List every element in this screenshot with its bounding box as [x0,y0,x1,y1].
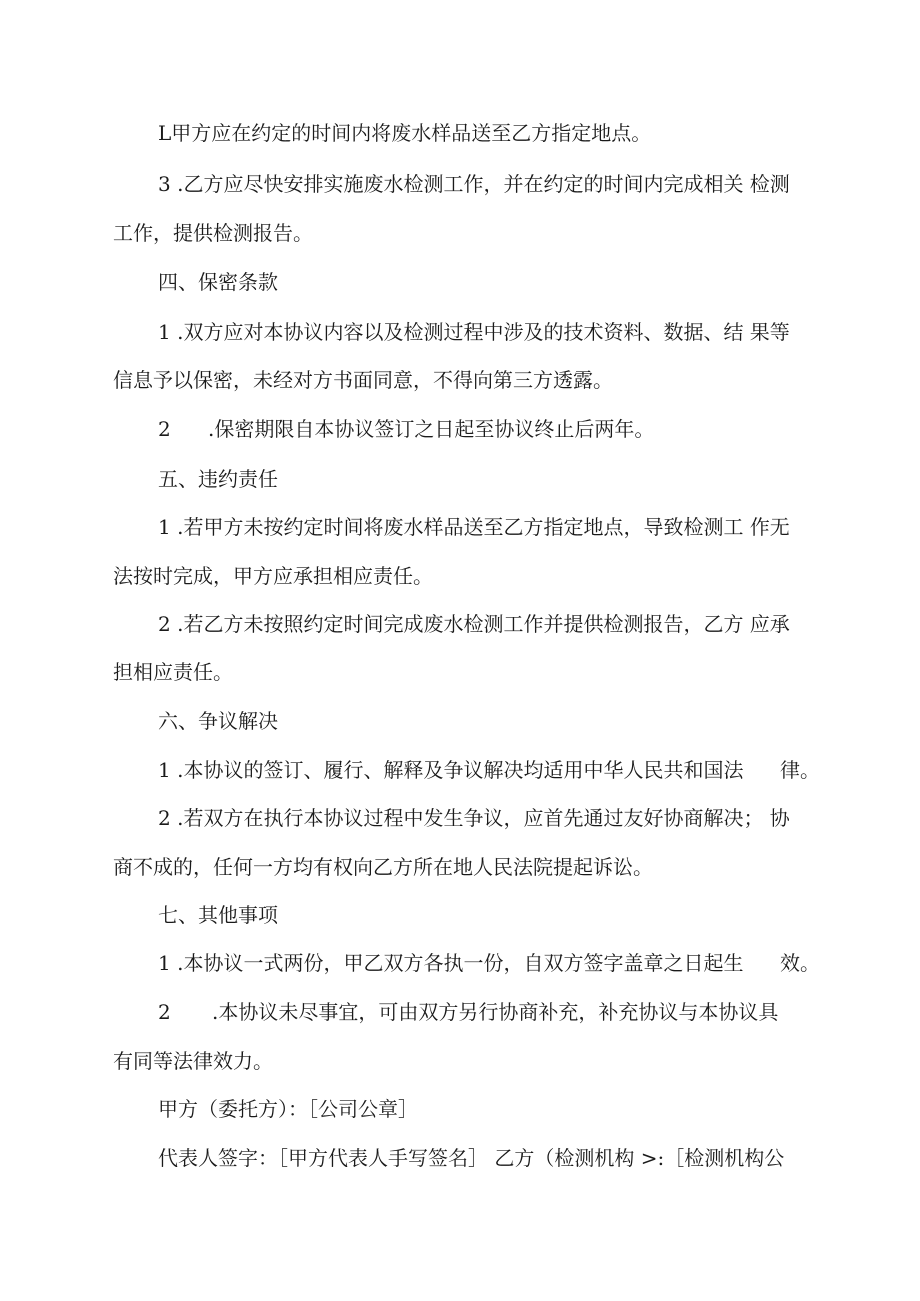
paragraph-line: 商不成的，任何一方均有权向乙方所在地人民法院提起诉讼。 [113,855,653,879]
paragraph-line: 2 .若双方在执行本协议过程中发生争议，应首先通过友好协商解决； 协 [158,806,790,830]
paragraph-number: 2 [158,417,171,441]
paragraph-line: .本协议未尽事宜，可由双方另行协商补充，补充协议与本协议具 [212,1000,779,1024]
paragraph-line: 1 .双方应对本协议内容以及检测过程中涉及的技术资料、数据、结 果等 [158,320,790,344]
paragraph-line: 2 .若乙方未按照约定时间完成废水检测工作并提供检测报告，乙方 应承 [158,612,790,636]
signature-line-representative: 代表人签字：［甲方代表人手写签名］ 乙方（检测机构 >:［检测机构公 [158,1146,785,1170]
paragraph-line: 法按时完成，甲方应承担相应责任。 [113,564,433,588]
paragraph-line: 1 .本协议一式两份，甲乙双方各执一份，自双方签字盖章之日起生 [158,951,744,975]
paragraph-line: 有同等法律效力。 [113,1049,273,1073]
signature-line-party-a: 甲方（委托方）：［公司公章］ [158,1097,418,1121]
paragraph-line: 1 .本协议的签订、履行、解释及争议解决均适用中华人民共和国法 [158,758,744,782]
section-heading: 四、保密条款 [158,270,278,294]
paragraph-line: 信息予以保密，未经对方书面同意，不得向第三方透露。 [113,368,613,392]
paragraph-line: 3 .乙方应尽快安排实施废水检测工作，并在约定的时间内完成相关 检测 [158,172,790,196]
paragraph-line: .保密期限自本协议签订之日起至协议终止后两年。 [208,417,655,441]
paragraph-line: L甲方应在约定的时间内将废水样品送至乙方指定地点。 [158,121,652,145]
paragraph-line: 担相应责任。 [113,660,233,684]
section-heading: 七、其他事项 [158,903,278,927]
section-heading: 六、争议解决 [158,709,278,733]
paragraph-line: 律。 [780,758,820,782]
section-heading: 五、违约责任 [158,467,278,491]
paragraph-number: 2 [158,1000,171,1024]
paragraph-line: 1 .若甲方未按约定时间将废水样品送至乙方指定地点，导致检测工 作无 [158,515,790,539]
paragraph-line: 效。 [780,951,820,975]
paragraph-line: 工作，提供检测报告。 [113,221,313,245]
